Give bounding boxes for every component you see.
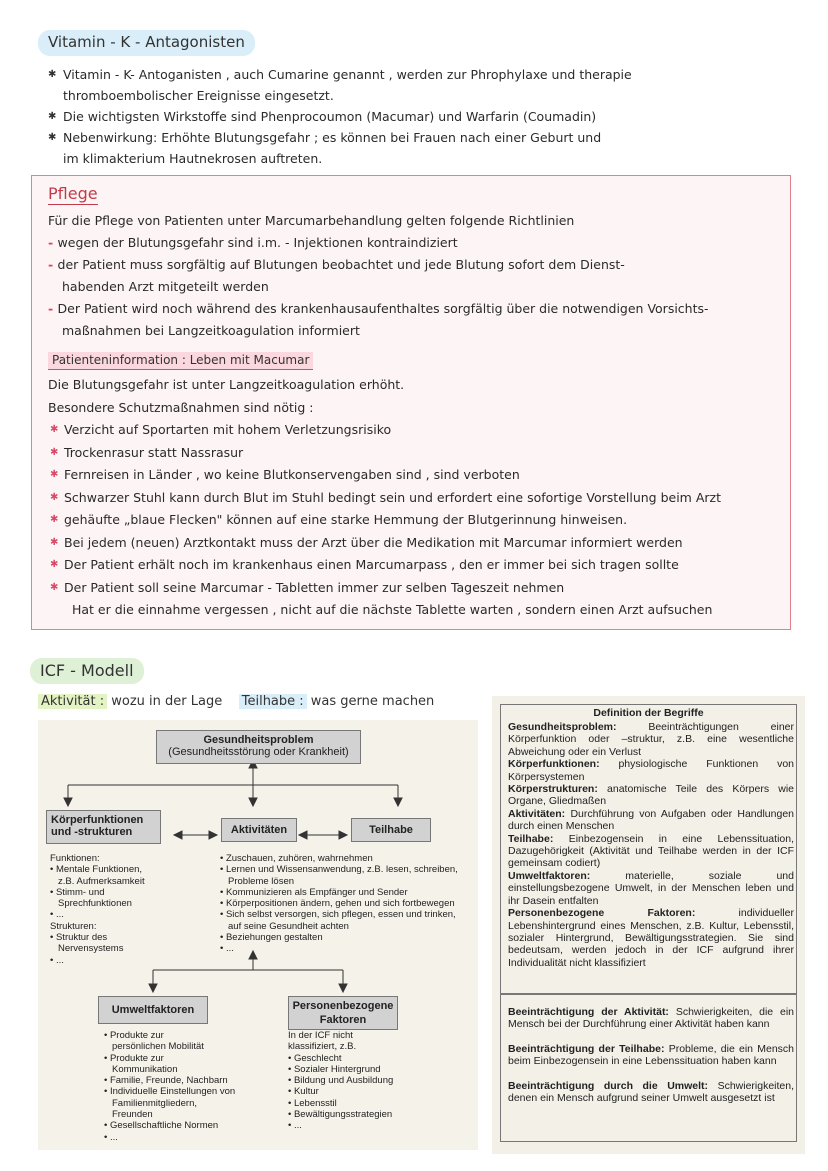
umweltfaktoren-list: • Produkte zur persönlichen Mobilität • Produkte zur Kommunikation • Familie, Freunde, Nachbarn • Individuelle Einstellungen von Familienmitgliedern, Freunden • Gesellschaftliche Normen • ... [104, 1030, 236, 1143]
definition-item: Körperfunktionen: physiologische Funktionen von Körpersystemen [508, 758, 794, 783]
patient-info-continuation: Hat er die einnahme vergessen , nicht auf die nächste Tablette warten , sondern einen Arzt aufsuchen [72, 602, 713, 617]
definition-item: Personenbezogene Faktoren: individueller Lebenshintergrund eines Menschen, z.B. Kultur, Lebensstil, sozialer Hintergrund, Bewältigungsstrategien. Sie sind bedeutsam, werden jedoch in der ICF aufgrund ihrer Individualität nicht klassifiziert [508, 907, 794, 969]
definition-item: Umweltfaktoren: materielle, soziale und einstellungsbezogene Umwelt, in der Menschen leben und ihr Dasein entfalten [508, 869, 794, 907]
definitions-title: Definition der Begriffe [593, 707, 704, 719]
box-teilhabe: Teilhabe [351, 818, 431, 842]
patient-info-item: ✱ Trockenrasur statt Nassrasur [48, 442, 783, 465]
pflege-item-continuation: habenden Arzt mitgeteilt werden [62, 279, 269, 294]
aktivitaeten-list: • Zuschauen, zuhören, wahrnehmen • Lernen und Wissensanwendung, z.B. lesen, schreiben, Probleme lösen • Kommunizieren als Empfänger und Sender • Körperpositionen ändern, gehen und sich fortbewegen • Sich selbst versorgen, sich pflegen, essen und trinken, auf seine Gesundheit achten • Beziehungen gestalten • ... [220, 853, 458, 955]
definition-item: Beeinträchtigung durch die Umwelt: Schwierigkeiten, denen ein Mensch aufgrund seiner Umwelt ausgesetzt ist [508, 1079, 795, 1105]
box-koerperfunktionen: Körperfunktionen und -strukturen [46, 810, 161, 844]
bullet-continuation: im klimakterium Hautnekrosen auftreten. [63, 151, 323, 166]
pflege-item: - Der Patient wird noch während des krankenhausaufenthaltes sorgfältig über die notwendigen Vorsichts- [48, 301, 709, 316]
patient-info-title: Patienteninformation : Leben mit Macumar [48, 352, 313, 370]
personenbezogene-list: In der ICF nicht klassifiziert, z.B. • Geschlecht • Sozialer Hintergrund • Bildung und Ausbildung • Kultur • Lebensstil • Bewältigungsstrategien • ... [288, 1030, 394, 1132]
impairment-definition-list [508, 1006, 794, 1104]
patient-info-list [48, 374, 783, 622]
patient-info-item: ✱ Der Patient erhält noch im krankenhaus einen Marcumarpass , den er immer bei sich tragen sollte [48, 554, 783, 577]
aktivitaet-text: wozu in der Lage [111, 694, 223, 709]
section-heading-icf: ICF - Modell [30, 658, 144, 684]
teilhabe-text: was gerne machen [310, 694, 435, 709]
box-personenbezogene-faktoren: Personenbezogene Faktoren [288, 996, 398, 1030]
icf-subtitle [38, 694, 434, 709]
definition-item: Gesundheitsproblem: Beeinträchtigungen einer Körperfunktion oder –struktur, z.B. eine wesentliche Abweichung oder ein Verlust [508, 721, 794, 758]
box-gesundheitsproblem: Gesundheitsproblem (Gesundheitsstörung oder Krankheit) [156, 730, 361, 764]
bullet-item: ✱ Vitamin - K- Antoganisten , auch Cumarine genannt , werden zur Phrophylaxe und therapie [48, 64, 788, 85]
box-aktivitaeten: Aktivitäten [221, 818, 297, 842]
definition-item: Beeinträchtigung der Aktivität: Schwierigkeiten, die ein Mensch bei der Durchführung einer Aktivität haben kann [508, 1006, 795, 1031]
icf-diagram [38, 720, 478, 1150]
patient-info-item: ✱ Der Patient soll seine Marcumar - Tabletten immer zur selben Tageszeit nehmen [48, 577, 783, 600]
icf-definitions [492, 696, 805, 1154]
vitamin-k-bullets [48, 64, 788, 169]
patient-info-item: ✱ Schwarzer Stuhl kann durch Blut im Stuhl bedingt sein und erfordert eine sofortige Vorstellung beim Arzt [48, 487, 783, 510]
patient-info-item: ✱ gehäufte „blaue Flecken" können auf eine starke Hemmung der Blutgerinnung hinweisen. [48, 509, 783, 532]
pflege-item: - wegen der Blutungsgefahr sind i.m. - Injektionen kontraindiziert [48, 235, 458, 250]
section-heading-vitamin-k: Vitamin - K - Antagonisten [38, 30, 255, 56]
pflege-item-continuation: maßnahmen bei Langzeitkoagulation informiert [62, 323, 360, 338]
bullet-item: ✱ Nebenwirkung: Erhöhte Blutungsgefahr ; es können bei Frauen nach einer Geburt und [48, 127, 788, 148]
definition-item: Teilhabe: Einbezogensein in eine Lebenssituation, Dazugehörigkeit (Aktivität und Teilhabe werden in der ICF gemeinsam codiert) [508, 832, 794, 870]
aktivitaet-label: Aktivität : [38, 694, 107, 709]
patient-info-item: ✱ Verzicht auf Sportarten mit hohem Verletzungsrisiko [48, 419, 783, 442]
patient-info-item: ✱ Bei jedem (neuen) Arztkontakt muss der Arzt über die Medikation mit Marcumar informiert werden [48, 532, 783, 555]
definition-item: Körperstrukturen: anatomische Teile des Körpers wie Organe, Gliedmaßen [508, 783, 794, 808]
bullet-item: ✱ Die wichtigsten Wirkstoffe sind Phenprocoumon (Macumar) und Warfarin (Coumadin) [48, 106, 788, 127]
bullet-continuation: thromboembolischer Ereignisse eingesetzt. [63, 88, 334, 103]
teilhabe-label: Teilhabe : [239, 694, 307, 709]
patient-info-intro: Besondere Schutzmaßnahmen sind nötig : [48, 399, 314, 415]
pflege-guidelines [48, 210, 783, 342]
definition-item: Aktivitäten: Durchführung von Aufgaben oder Handlungen durch einen Menschen [508, 807, 794, 833]
definition-list [508, 721, 794, 969]
pflege-title: Pflege [48, 184, 98, 203]
box-umweltfaktoren: Umweltfaktoren [98, 996, 208, 1024]
pflege-intro: Für die Pflege von Patienten unter Marcumarbehandlung gelten folgende Richtlinien [48, 213, 575, 228]
pflege-item: - der Patient muss sorgfältig auf Blutungen beobachtet und jede Blutung sofort dem Dienst- [48, 257, 625, 272]
definition-item: Beeinträchtigung der Teilhabe: Probleme, die ein Mensch beim Einbezogensein in eine Lebenssituation haben kann [508, 1042, 795, 1068]
koerperfunktionen-list: Funktionen: • Mentale Funktionen, z.B. Aufmerksamkeit • Stimm- und Sprechfunktionen • ... Strukturen: • Struktur des Nervensystems • ... [50, 853, 145, 966]
patient-info-item: ✱ Fernreisen in Länder , wo keine Blutkonservengaben sind , sind verboten [48, 464, 783, 487]
patient-info-intro: Die Blutungsgefahr ist unter Langzeitkoagulation erhöht. [48, 377, 405, 392]
